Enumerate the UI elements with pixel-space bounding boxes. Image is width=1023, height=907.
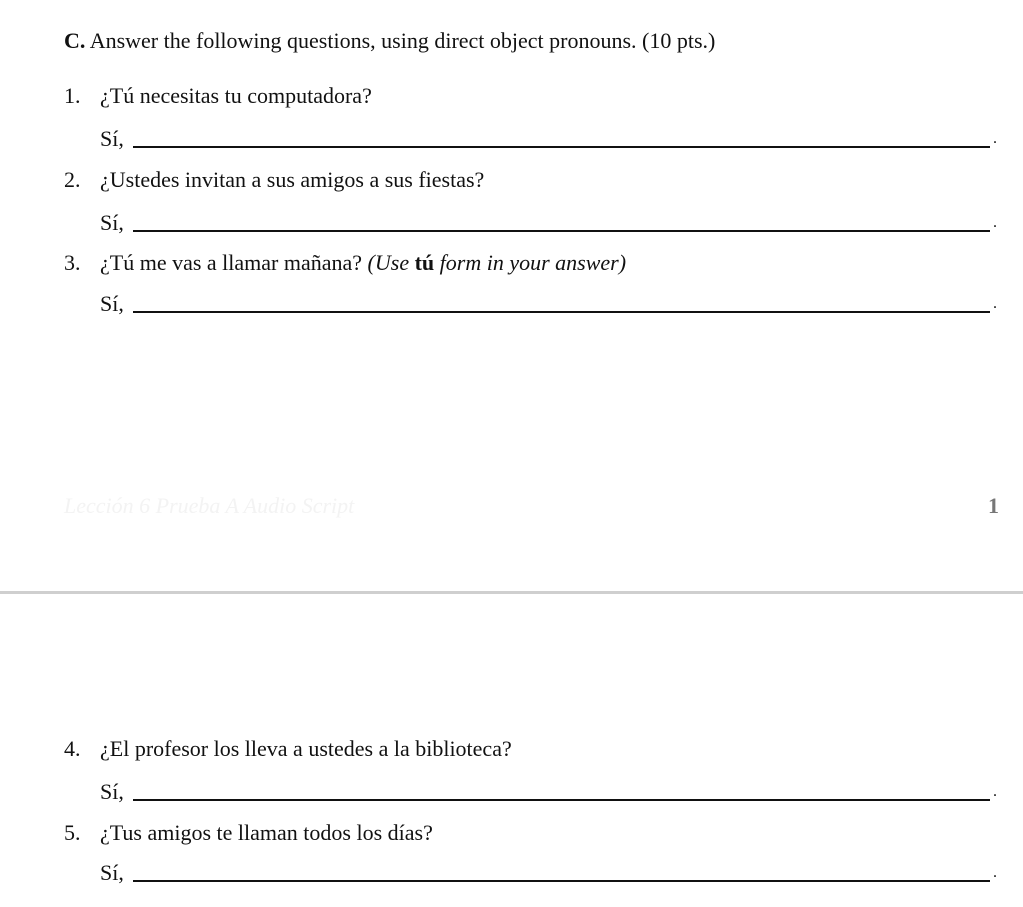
- question-text: ¿Tus amigos te llaman todos los días?: [100, 820, 433, 845]
- question-3: [64, 249, 626, 277]
- question-2: [64, 166, 484, 194]
- answer-blank[interactable]: [133, 311, 990, 313]
- answer-prefix: Sí,: [100, 291, 124, 316]
- question-number: 5.: [64, 820, 81, 845]
- question-text: ¿El profesor los lleva a ustedes a la biblioteca?: [100, 736, 512, 761]
- answer-line-1[interactable]: [100, 125, 1000, 153]
- question-5: [64, 819, 433, 847]
- answer-period: .: [993, 130, 997, 147]
- note-bold-word: tú: [414, 250, 435, 275]
- answer-blank[interactable]: [133, 230, 990, 232]
- answer-period: .: [993, 295, 997, 312]
- section-letter: C.: [64, 28, 86, 53]
- answer-line-2[interactable]: [100, 209, 1000, 237]
- question-4: [64, 735, 512, 763]
- answer-blank[interactable]: [133, 146, 990, 148]
- answer-line-5[interactable]: [100, 859, 1000, 887]
- question-1: [64, 82, 372, 110]
- answer-prefix: Sí,: [100, 210, 124, 235]
- answer-blank[interactable]: [133, 880, 990, 882]
- answer-blank[interactable]: [133, 799, 990, 801]
- section-instruction: Answer the following questions, using direct object pronouns. (10 pts.): [89, 28, 716, 53]
- answer-prefix: Sí,: [100, 779, 124, 804]
- section-header: [64, 27, 715, 55]
- question-number: 4.: [64, 736, 81, 761]
- question-text: ¿Tú necesitas tu computadora?: [100, 83, 372, 108]
- question-note: (Use tú form in your answer): [367, 250, 627, 275]
- answer-period: .: [993, 214, 997, 231]
- question-number: 3.: [64, 250, 81, 275]
- answer-period: .: [993, 783, 997, 800]
- answer-line-3[interactable]: [100, 290, 1000, 318]
- footer-faded-text: Lección 6 Prueba A Audio Script: [64, 493, 355, 518]
- question-number: 1.: [64, 83, 81, 108]
- answer-period: .: [993, 864, 997, 881]
- page-number: 1: [988, 493, 999, 518]
- answer-line-4[interactable]: [100, 778, 1000, 806]
- answer-prefix: Sí,: [100, 126, 124, 151]
- answer-prefix: Sí,: [100, 860, 124, 885]
- question-number: 2.: [64, 167, 81, 192]
- question-text: ¿Tú me vas a llamar mañana?: [100, 250, 363, 275]
- question-text: ¿Ustedes invitan a sus amigos a sus fiestas?: [100, 167, 485, 192]
- page-2: [0, 594, 1023, 907]
